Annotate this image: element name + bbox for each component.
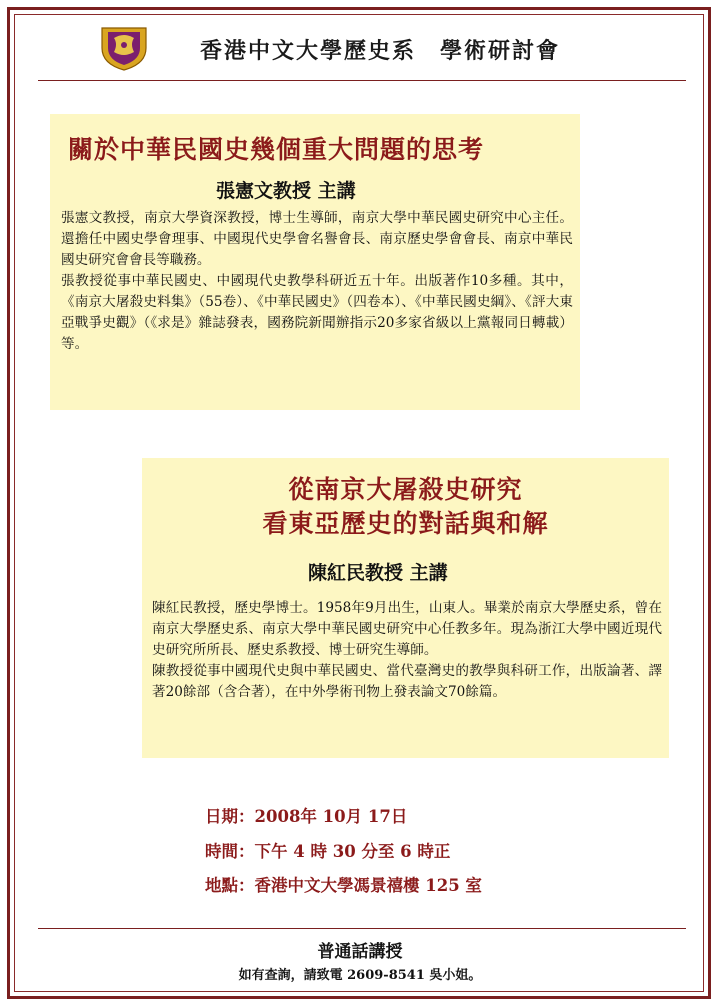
talk-2-speaker: 陳紅民教授 主講 [308, 562, 448, 584]
event-time: 時間：下午 4 時 30 分至 6 時正 [205, 842, 451, 861]
talk-1-bio-paragraph: 張教授從事中華民國史、中國現代史教學科研近五十年。出版著作10多種。其中，《南京大屠殺史料集》（55卷）、《中華民國史》（四卷本）、《中華民國史綱》、《評大東亞戰爭史觀》（《求是》雜誌發表，國務院新聞辦指示20多家省級以上黨報同日轉載）等。 [61, 273, 573, 352]
header-divider [38, 80, 686, 81]
talk-2-title-line-2: 看東亞歷史的對話與和解 [262, 509, 549, 538]
talk-1-bio-paragraph: 張憲文教授，南京大學資深教授，博士生導師，南京大學中華民國史研究中心主任。還擔任中國史學會理事、中國現代史學會名譽會長、南京歷史學會會長、南京中華民國史研究會會長等職務。 [61, 210, 573, 268]
talk-1-speaker: 張憲文教授 主講 [216, 180, 356, 202]
contact-info: 如有查詢，請致電 2609-8541 吳小姐。 [238, 968, 482, 983]
talk-1-title: 關於中華民國史幾個重大問題的思考 [68, 135, 485, 164]
talk-2-bio-paragraph: 陳紅民教授，歷史學博士。1958年9月出生，山東人。畢業於南京大學歷史系，曾在南京大學歷史系、南京大學中華民國史研究中心任教多年。現為浙江大學中國近現代史研究所所長、歷史系教授、博士研究生導師。 [152, 600, 662, 658]
event-date: 日期：2008年 10月 17日 [205, 807, 408, 826]
talk-2-bio-paragraph: 陳教授從事中國現代史與中華民國史、當代臺灣史的教學與科研工作，出版論著、譯著20餘部（含合著），在中外學術刊物上發表論文70餘篇。 [152, 663, 662, 700]
cuhk-crest-icon [96, 24, 152, 72]
header [30, 22, 690, 78]
footer-divider [38, 928, 686, 929]
talk-2-panel [142, 458, 669, 758]
talk-1-panel [50, 114, 580, 410]
page-title: 香港中文大學歷史系 學術研討會 [200, 38, 561, 64]
lecture-language: 普通話講授 [317, 942, 403, 962]
talk-1-bio [61, 208, 573, 355]
event-venue: 地點：香港中文大學馮景禧樓 125 室 [205, 876, 482, 895]
talk-2-bio [152, 598, 662, 703]
talk-2-title-line-1: 從南京大屠殺史研究 [288, 475, 523, 504]
